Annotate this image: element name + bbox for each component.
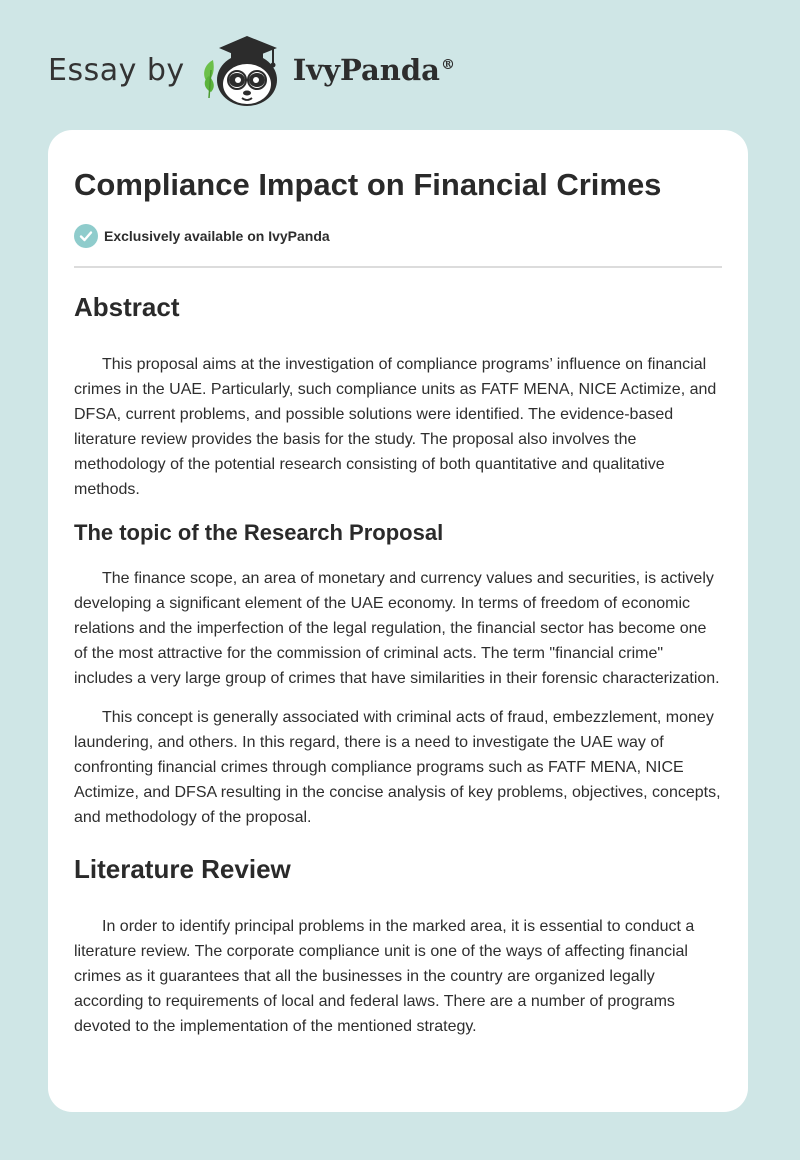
- section-heading-topic: The topic of the Research Proposal: [74, 520, 444, 545]
- essay-by-label: Essay by: [48, 52, 185, 88]
- abstract-paragraph: This proposal aims at the investigation of compliance programs’ influence on financial crimes in the UAE. Particularly, such compliance units as FATF MENA, NICE Actimize, and DFSA, current problems, and possible solutions were identified. The evidence-based literature review provides the basis for the study. The proposal also involves the methodology of the potential research consisting of both quantitative and qualitative methods.: [74, 356, 717, 498]
- topic-paragraph-2: This concept is generally associated with criminal acts of fraud, embezzlement, money laundering, and others. In this regard, there is a need to investigate the UAE way of confronting financial crimes through compliance programs such as FATF MENA, NICE Actimize, and DFSA resulting in the concise analysis of key problems, objectives, concepts, and methodology of the proposal.: [74, 709, 721, 826]
- literature-review-paragraph: In order to identify principal problems in the marked area, it is essential to conduct a literature review. The corporate compliance unit is one of the ways of affecting financial crimes as it guarantees that all the businesses in the country are organized legally according to requirements of local and federal laws. There are a number of programs devoted to the implementation of the mentioned strategy.: [74, 918, 695, 1035]
- topic-paragraph-1: The finance scope, an area of monetary and currency values and securities, is actively developing a significant element of the UAE economy. In terms of freedom of economic relations and the imperfection of the legal regulation, the financial sector has become one of the most attractive for the commission of criminal acts. The term "financial crime" includes a very large group of crimes that have similarities in their forensic characterization.: [74, 570, 720, 687]
- divider: [74, 266, 722, 268]
- article-card: [48, 130, 748, 1112]
- exclusive-badge: [74, 222, 722, 250]
- badge-label: Exclusively available on IvyPanda: [104, 228, 330, 244]
- brand-name[interactable]: IvyPanda®: [292, 53, 455, 87]
- registered-mark: ®: [440, 57, 455, 74]
- section-heading-abstract: Abstract: [74, 292, 180, 322]
- panda-graduate-icon[interactable]: [199, 30, 287, 110]
- page-title: Compliance Impact on Financial Crimes: [74, 167, 662, 202]
- section-heading-literature-review: Literature Review: [74, 854, 291, 884]
- site-header: [48, 30, 455, 110]
- check-circle-icon: [74, 224, 98, 248]
